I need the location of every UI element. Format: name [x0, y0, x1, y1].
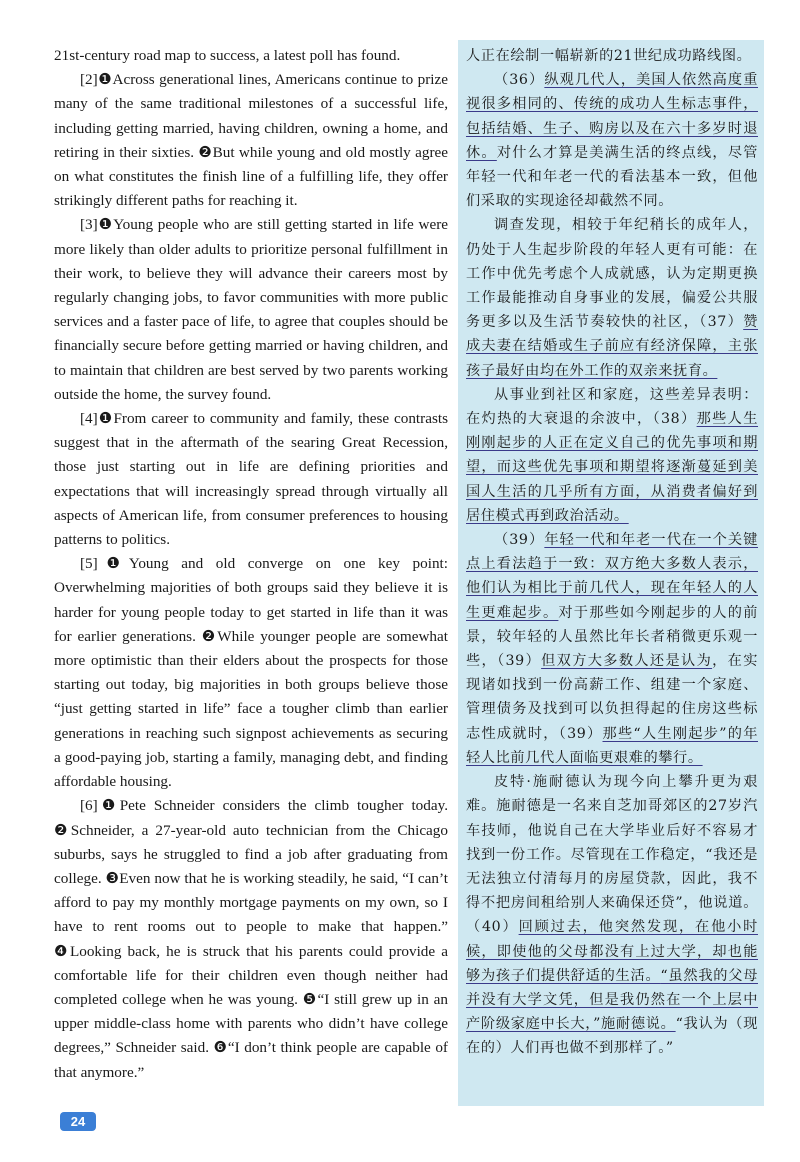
underlined-answer-40: 回顾过去，他突然发现，在他小时候，即使他的父母都没有上过大学，却也能够为孩子们提供舒适的生活。 — [466, 919, 758, 984]
page-number-badge: 24 — [60, 1112, 96, 1131]
underlined-answer-39: 那些“人生刚起步”的年轻人比前几代人面临更艰难的攀行。 — [466, 725, 758, 766]
translation-paragraph-2 — [466, 68, 758, 213]
translation-text: 调查发现，相较于年纪稍长的成年人，仍处于人生起步阶段的年轻人更有可能：在工作中优先考虑个人成就感，认为定期更换工作最能推动自身事业的发展，偏爱公共服务更多以及生活节奏较快的社区， — [466, 217, 758, 331]
translation-text: 从事业到社区和家庭，这些差异表明：在灼热的大衰退的余波中， — [466, 386, 758, 428]
translation-paragraph-6 — [466, 770, 758, 1060]
english-text-column — [54, 44, 448, 1085]
question-marker-39: （39） — [558, 725, 603, 742]
question-marker-40: （40） — [466, 919, 519, 936]
translation-paragraph-1-end: 人正在绘制一幅崭新的21世纪成功路线图。 — [466, 48, 752, 64]
translation-text: 对于那些如今刚起步的人的前景，较年轻的人虽然比年长者稍微更乐观一些， — [466, 604, 758, 670]
underlined-answer-39: 年轻一代和年老一代在一个关键点上看法趋于一致：双方绝大多数人表示，他们认为相比于前几代人，现在年轻人的人生更难起步。 — [466, 532, 758, 621]
paragraph-1-end: 21st-century road map to success, a latest poll has found. — [54, 47, 401, 64]
question-marker-39: （39） — [497, 653, 542, 670]
underlined-answer-37: 赞成夫妻在结婚或生子前应有经济保障，主张孩子最好由均在外工作的双亲来抚育。 — [466, 314, 758, 379]
translation-paragraph-5 — [466, 528, 758, 770]
question-marker-37: （37） — [699, 314, 744, 331]
underlined-answer-38: 那些人生刚刚起步的人正在定义自己的优先事项和期望，而这些优先事项和期望将逐渐蔓延到美国人生活的几乎所有方面，从消费者偏好到居住模式再到政治活动。 — [466, 411, 759, 524]
underlined-answer-40: “虽然我的父母并没有大学文凭，但是我仍然在一个上层中产阶级家庭中长大，”施耐德说。 — [466, 967, 758, 1033]
paragraph-2: [2]❶Across generational lines, Americans continue to prize many of the same traditional milestones of a successful life, including getting married, having children, owning a home, and retiring in their sixties. ❷But while young and old mostly agree on what constitutes the finish line of a fulfilling life, they offer strikingly different paths for reaching it. — [54, 71, 448, 210]
question-marker-39: （39） — [494, 532, 545, 549]
question-marker-38: （38） — [652, 411, 697, 428]
paragraph-6: [6]❶Pete Schneider considers the climb tougher today. ❷Schneider, a 27-year-old auto technician from the Chicago suburbs, says he struggled to find a job after graduating from college. ❸Even now that he is working steadily, he said, “I can’t afford to pay my monthly mortgage payments on my own, so I have to rent rooms out to people to make that happen.” ❹Looking back, he is struck that his parents could provide a comfortable life for their children even though neither had completed college when he was young. ❺“I still grew up in an upper middle-class home with parents who didn’t have college degrees,” Schneider said. ❻“I don’t think people are capable of that anymore.” — [54, 797, 448, 1081]
paragraph-5: [5]❶Young and old converge on one key point: Overwhelming majorities of both groups said they believe it is harder for young people today to get started in life than it was for earlier generations. ❷While younger people are somewhat more optimistic than their elders about the prospects for those starting out today, big majorities in both groups believe those “just getting started in life” face a tougher climb than earlier generations in reaching such signpost achievements as securing a good-paying job, starting a family, managing debt, and finding affordable housing. — [54, 555, 448, 791]
translation-text: 皮特·施耐德认为现今向上攀升更为艰难。施耐德是一名来自芝加哥郊区的27岁汽车技师，他说自己在大学毕业后好不容易才找到一份工作。尽管现在工作稳定，“我还是无法独立付清每月的房屋贷款，因此，我不得不把房间租给别人来确保还贷”，他说道。 — [466, 774, 758, 912]
chinese-translation-panel — [458, 40, 764, 1106]
underlined-answer-39: 但双方大多数人还是认为 — [541, 653, 713, 670]
underlined-answer-36: 纵观几代人，美国人依然高度重视很多相同的、传统的成功人生标志事件，包括结婚、生子、购房以及在六十多岁时退休。 — [466, 72, 758, 161]
question-marker-36: （36） — [494, 72, 545, 89]
translation-paragraph-3 — [466, 213, 758, 382]
translation-text: “我认为（现在的）人们再也做不到那样了。” — [466, 1016, 759, 1057]
translation-paragraph-4 — [466, 383, 758, 528]
translation-text: ，在实现诸如找到一份高薪工作、组建一个家庭、管理债务及找到可以负担得起的住房这些标志性成就时， — [466, 653, 758, 742]
paragraph-3: [3]❶Young people who are still getting started in life were more likely than older adults to prioritize personal fulfillment in their work, to believe they will advance their careers most by regularly changing jobs, to favor communities with more public services and a faster pace of life, to agree that couples should be financially secure before getting married or having children, and to maintain that children are best served by two parents working outside the home, the survey found. — [54, 216, 448, 403]
paragraph-4: [4]❶From career to community and family, these contrasts suggest that in the aftermath of the searing Great Recession, those just starting out in life are defining priorities and expectations that will increasingly spread through virtually all aspects of American life, from consumer preferences to housing patterns to politics. — [54, 410, 448, 549]
translation-text: 对什么才算是美满生活的终点线，尽管年轻一代和年老一代的看法基本一致，但他们采取的实现途径却截然不同。 — [466, 144, 759, 210]
